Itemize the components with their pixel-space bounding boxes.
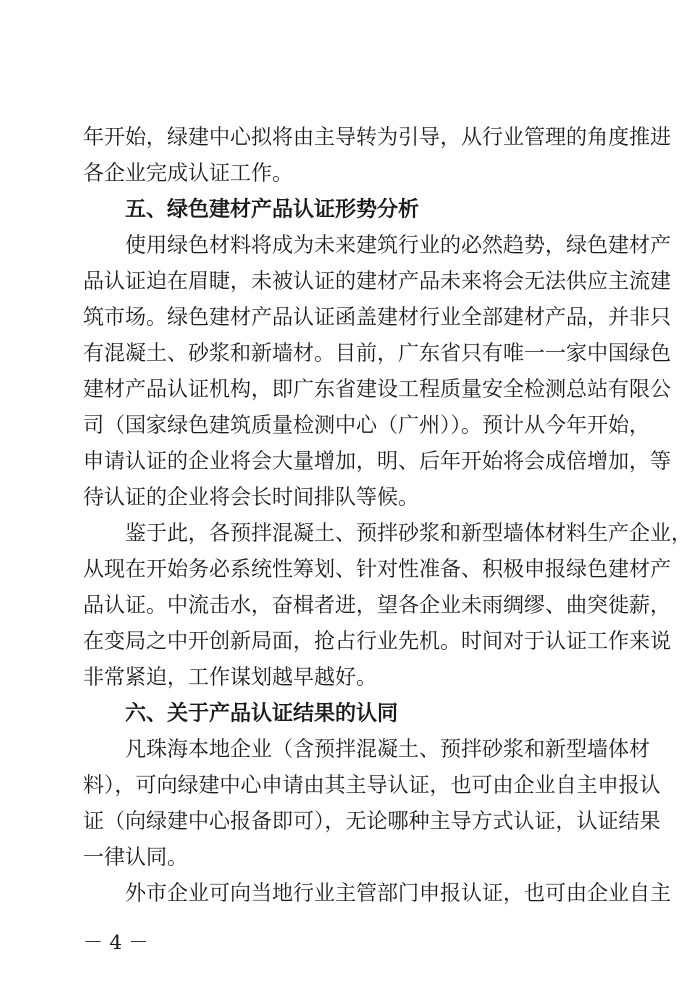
body-line: 非常紧迫，工作谋划越早越好。 (83, 665, 377, 689)
body-line: 凡珠海本地企业（含预拌混凝土、预拌砂浆和新型墙体材 (83, 737, 650, 761)
body-line: 申请认证的企业将会大量增加，明、后年开始将会成倍增加，等 (83, 449, 671, 473)
body-line: 筑市场。绿色建材产品认证函盖建材行业全部建材产品，并非只 (83, 305, 671, 329)
body-line: 鉴于此，各预拌混凝土、预拌砂浆和新型墙体材料生产企业， (83, 521, 692, 545)
body-line: 有混凝土、砂浆和新墙材。目前，广东省只有唯一一家中国绿色 (83, 341, 671, 365)
body-line: 各企业完成认证工作。 (83, 161, 293, 185)
body-line: 品认证迫在眉睫，未被认证的建材产品未来将会无法供应主流建 (83, 269, 671, 293)
section-heading: 六、关于产品认证结果的认同 (83, 701, 398, 725)
page-number: － 4 － (83, 930, 149, 954)
section-heading: 五、绿色建材产品认证形势分析 (83, 197, 419, 221)
body-line: 建材产品认证机构，即广东省建设工程质量安全检测总站有限公 (83, 377, 671, 401)
body-line: 使用绿色材料将成为未来建筑行业的必然趋势，绿色建材产 (83, 233, 671, 257)
body-line: 待认证的企业将会长时间排队等候。 (83, 485, 419, 509)
body-line: 年开始，绿建中心拟将由主导转为引导，从行业管理的角度推进 (83, 125, 671, 149)
body-line: 证（向绿建中心报备即可），无论哪种主导方式认证，认证结果 (83, 809, 661, 833)
body-line: 从现在开始务必系统性筹划、针对性准备、积极申报绿色建材产 (83, 557, 671, 581)
body-line: 在变局之中开创新局面，抢占行业先机。时间对于认证工作来说 (83, 629, 671, 653)
body-line: 品认证。中流击水，奋楫者进，望各企业未雨绸缪、曲突徙薪， (83, 593, 671, 617)
body-line: 外市企业可向当地行业主管部门申报认证，也可由企业自主 (83, 881, 671, 905)
body-line: 司（国家绿色建筑质量检测中心（广州））。预计从今年开始， (83, 413, 650, 437)
body-line: 一律认同。 (83, 845, 188, 869)
body-line: 料），可向绿建中心申请由其主导认证，也可由企业自主申报认 (83, 773, 661, 797)
